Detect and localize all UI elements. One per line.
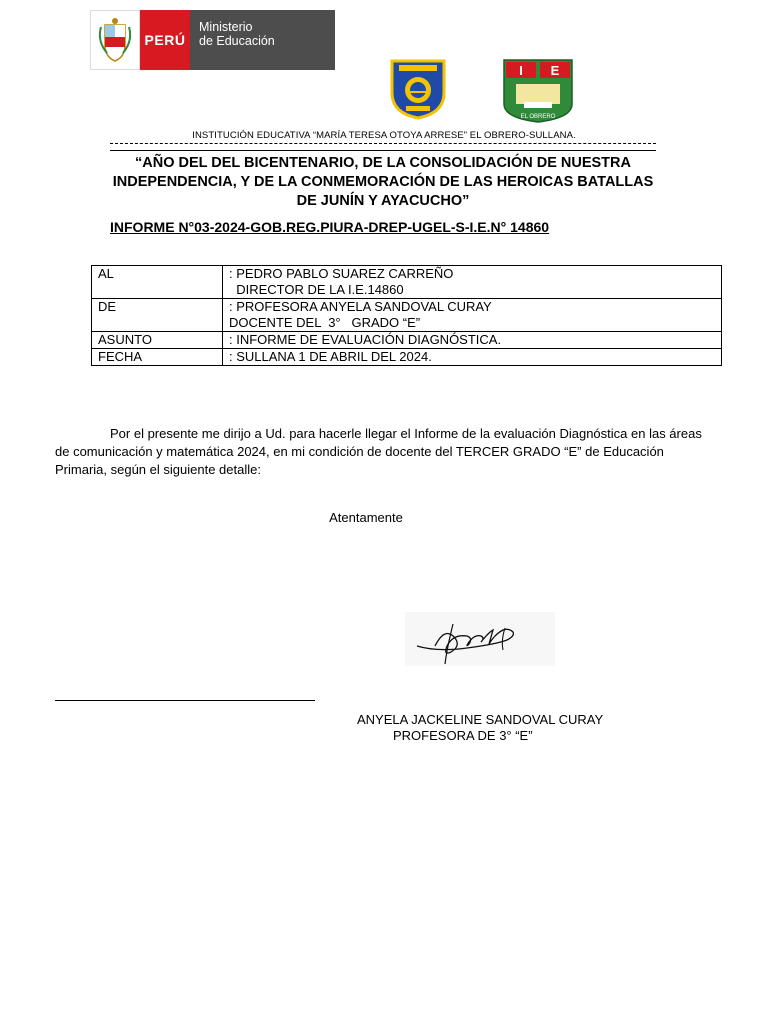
signature-line [55,700,315,701]
memo-value: : INFORME DE EVALUACIÓN DIAGNÓSTICA. [223,332,722,349]
memo-value: : SULLANA 1 DE ABRIL DEL 2024. [223,349,722,366]
ministry-logo [90,10,335,70]
signer-role: PROFESORA DE 3° “E” [393,728,533,743]
body-paragraph [55,425,715,479]
memo-key: ASUNTO [92,332,223,349]
memo-table [91,265,722,366]
ministry-line1: Ministerio [199,20,253,34]
ministry-label [190,10,335,70]
institution-line: INSTITUCIÓN EDUCATIVA “MARÍA TERESA OTOYA ARRESE” EL OBRERO-SULLANA. [192,130,576,141]
country-label: PERÚ [140,10,190,70]
memo-row-from [92,299,722,332]
memo-row-date [92,349,722,366]
memo-value [223,266,722,299]
divider-solid [110,150,656,151]
memo-row-subject [92,332,722,349]
closing-text: Atentamente [329,510,403,525]
svg-text:I: I [519,63,523,78]
memo-value-line2: DOCENTE DEL 3° GRADO “E” [229,315,421,330]
school-shield-logo [389,58,447,125]
memo-key: AL [92,266,223,299]
ministry-line2: de Educación [199,34,275,48]
signer-name: ANYELA JACKELINE SANDOVAL CURAY [357,712,604,727]
divider-dashed [110,143,656,144]
school-ie-logo [502,58,574,129]
svg-text:EL OBRERO: EL OBRERO [520,114,556,120]
memo-key: FECHA [92,349,223,366]
peru-coat-of-arms-icon [90,10,140,70]
memo-value-line2: DIRECTOR DE LA I.E.14860 [229,282,404,297]
memo-value-line1: : PEDRO PABLO SUAREZ CARREÑO [229,266,454,281]
body-paragraph-text: Por el presente me dirijo a Ud. para hacerle llegar el Informe de la evaluación Diagnóstica en las áreas de comunicación y matemática 2024, en mi condición de docente del TERCER GRADO “E” de Educación Primaria, según el siguiente detalle: [55,426,702,477]
report-number: INFORME N°03-2024-GOB.REG.PIURA-DREP-UGEL-S-I.E.N° 14860 [110,219,550,235]
svg-text:E: E [550,63,560,78]
memo-value-line1: : PROFESORA ANYELA SANDOVAL CURAY [229,299,492,314]
memo-row-to [92,266,722,299]
memo-value [223,299,722,332]
memo-key: DE [92,299,223,332]
handwritten-signature [405,612,555,666]
year-title: “AÑO DEL DEL BICENTENARIO, DE LA CONSOLIDACIÓN DE NUESTRA INDEPENDENCIA, Y DE LA CONMEMORACIÓN DE LAS HEROICAS BATALLAS DE JUNÍN Y AYACUCHO” [112,155,654,209]
